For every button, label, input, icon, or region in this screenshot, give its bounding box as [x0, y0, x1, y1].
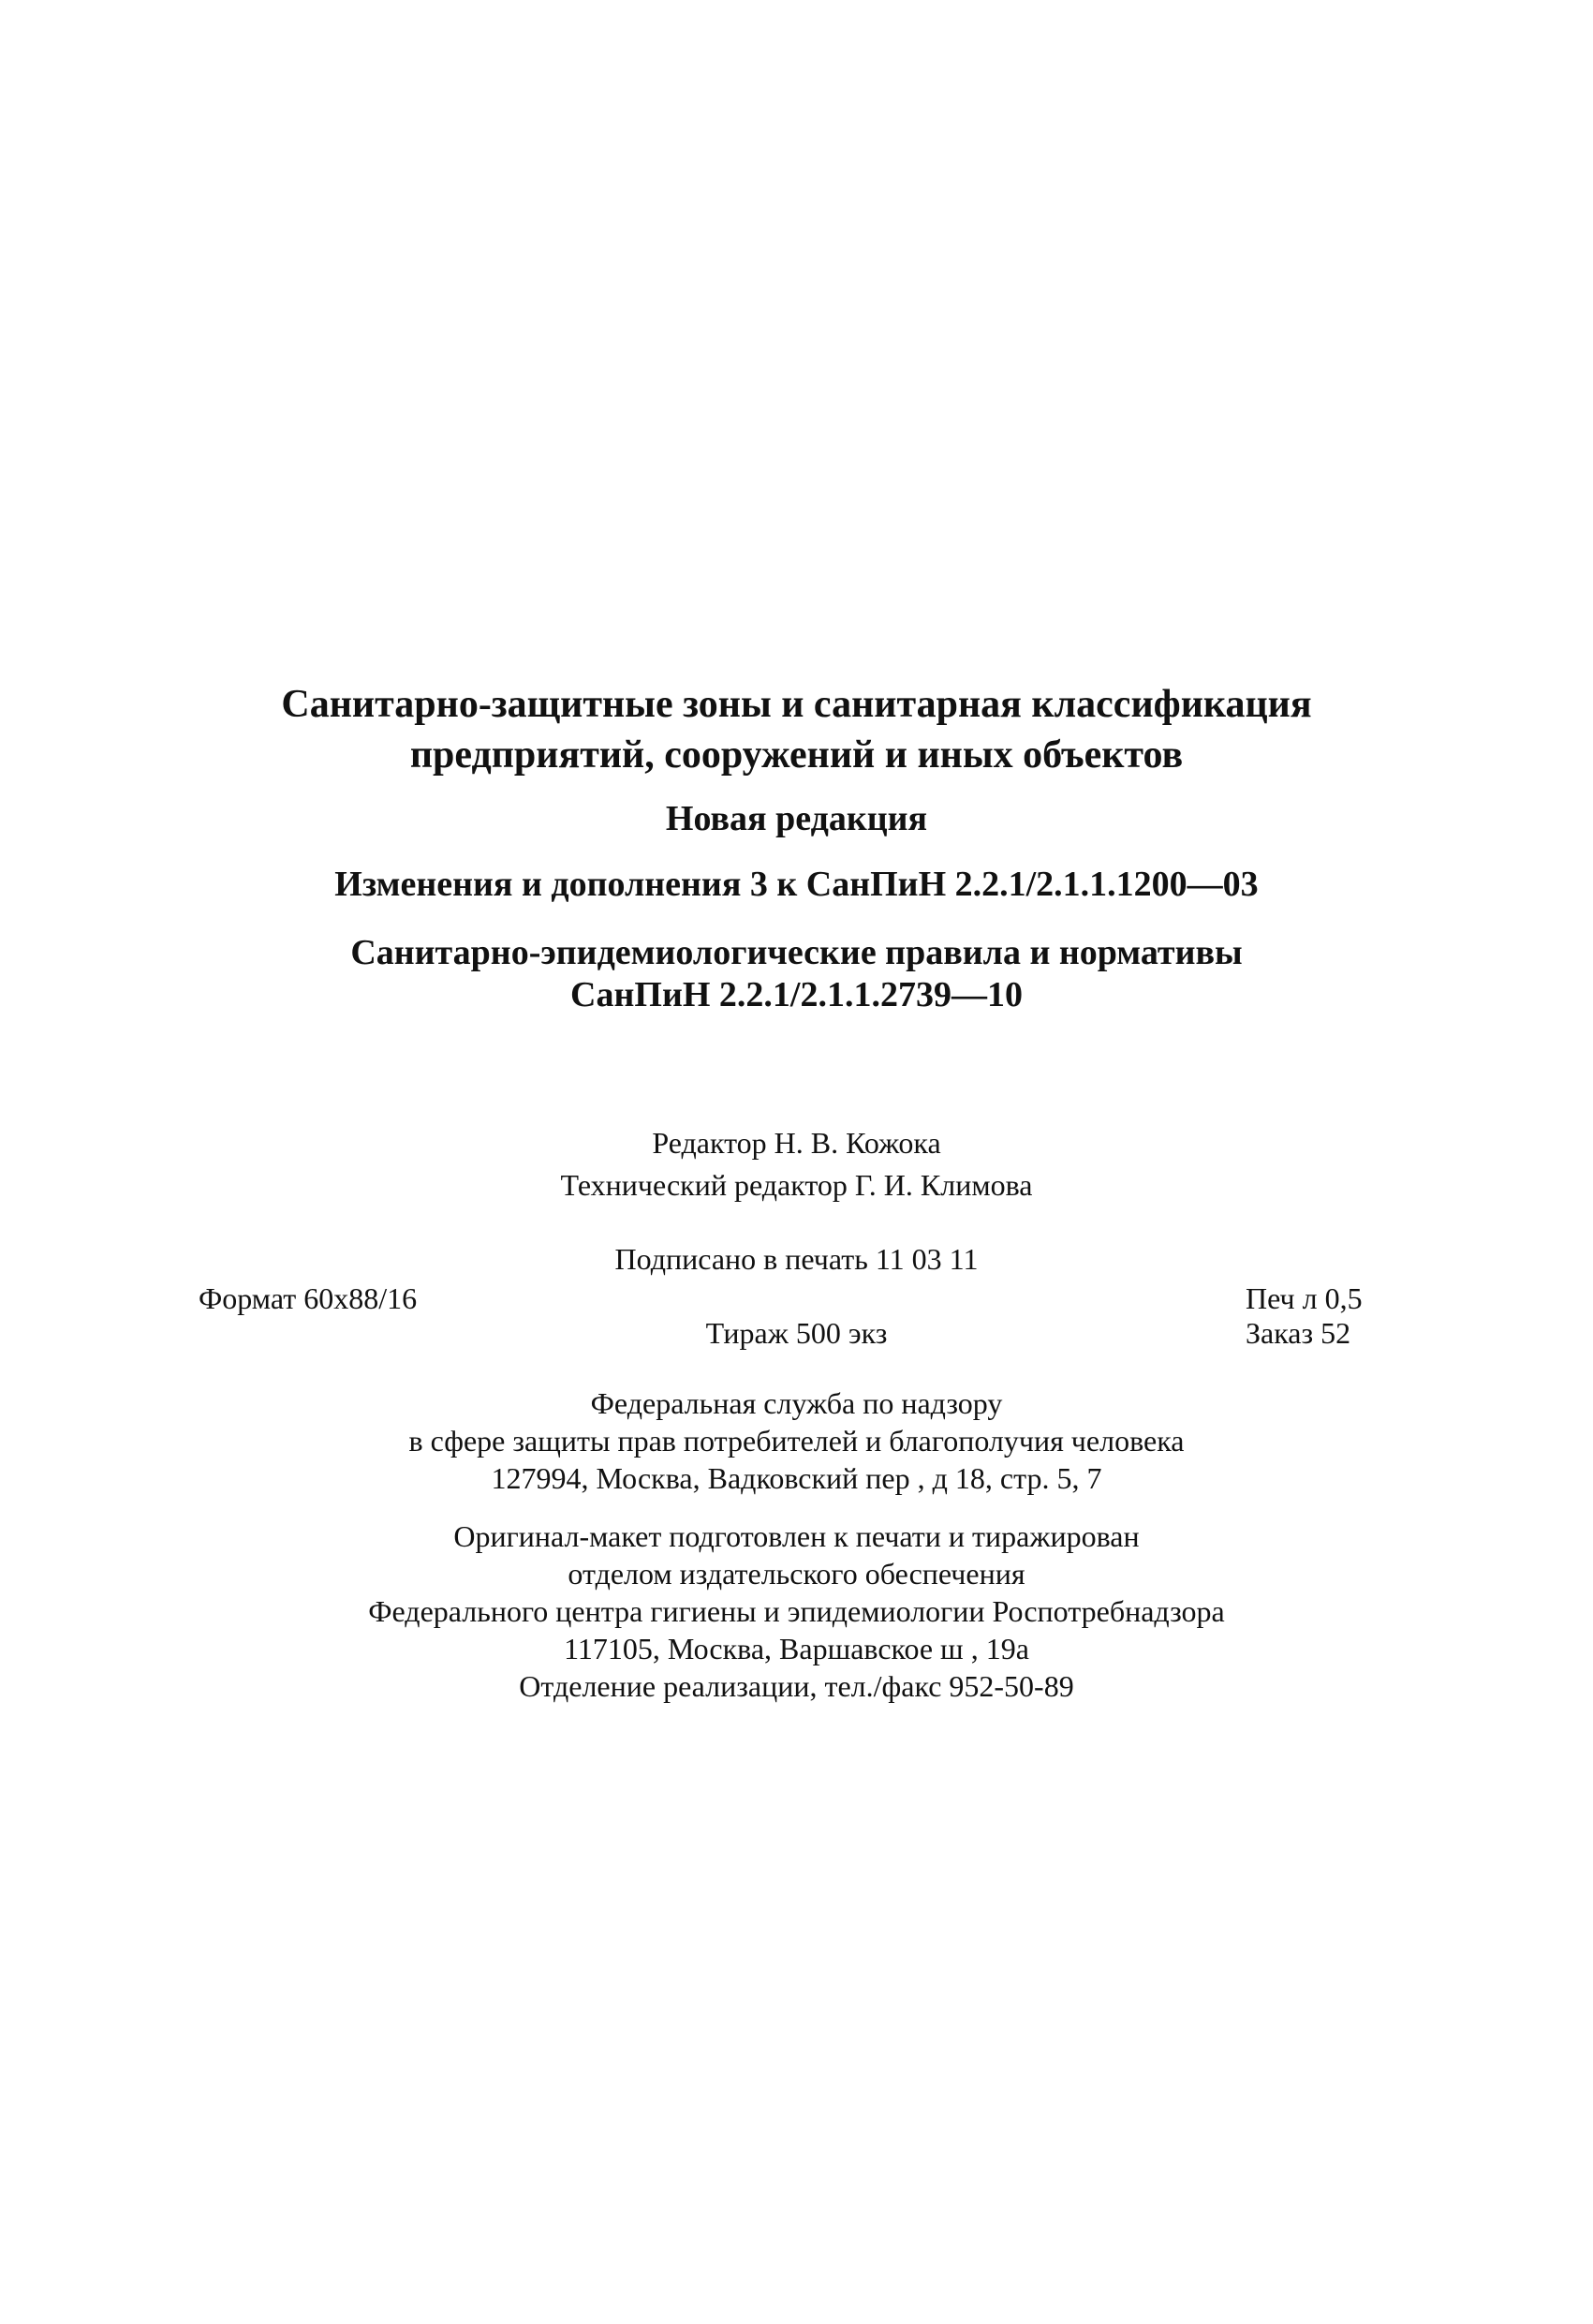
format-info: Формат 60х88/16: [199, 1281, 418, 1315]
sheets-info: Печ л 0,5: [1246, 1281, 1363, 1315]
tech-editor-line: Технический редактор Г. И. Климова: [560, 1168, 1033, 1202]
publisher-address: 127994, Москва, Вадковский пер , д 18, стр. 5, 7: [491, 1461, 1102, 1495]
order-info: Заказ 52: [1246, 1316, 1351, 1350]
publisher-line-1: Федеральная служба по надзору: [590, 1386, 1003, 1420]
title-line-1: Санитарно-защитные зоны и санитарная классификация: [281, 683, 1312, 726]
edition-label: Новая редакция: [665, 799, 928, 838]
layout-info-line-2: отделом издательского обеспечения: [568, 1557, 1025, 1591]
editor-line: Редактор Н. В. Кожока: [652, 1126, 941, 1160]
rules-line-1: Санитарно-эпидемиологические правила и нормативы: [350, 933, 1243, 972]
amendments-line: Изменения и дополнения 3 к СанПиН 2.2.1/2.1.1.1200—03: [334, 865, 1259, 904]
signed-for-print: Подписано в печать 11 03 11: [614, 1242, 979, 1276]
layout-info-line-1: Оригинал-макет подготовлен к печати и тиражирован: [453, 1519, 1140, 1553]
sales-department-contact: Отделение реализации, тел./факс 952-50-89: [519, 1669, 1074, 1703]
title-line-2: предприятий, сооружений и иных объектов: [409, 733, 1184, 777]
publisher-line-2: в сфере защиты прав потребителей и благополучия человека: [408, 1424, 1185, 1458]
layout-info-line-3: Федерального центра гигиены и эпидемиологии Роспотребнадзора: [368, 1594, 1225, 1628]
layout-info-address: 117105, Москва, Варшавское ш , 19а: [564, 1632, 1029, 1665]
rules-line-2: СанПиН 2.2.1/2.1.1.2739—10: [570, 975, 1023, 1014]
print-run-info: Тираж 500 экз: [705, 1316, 888, 1350]
